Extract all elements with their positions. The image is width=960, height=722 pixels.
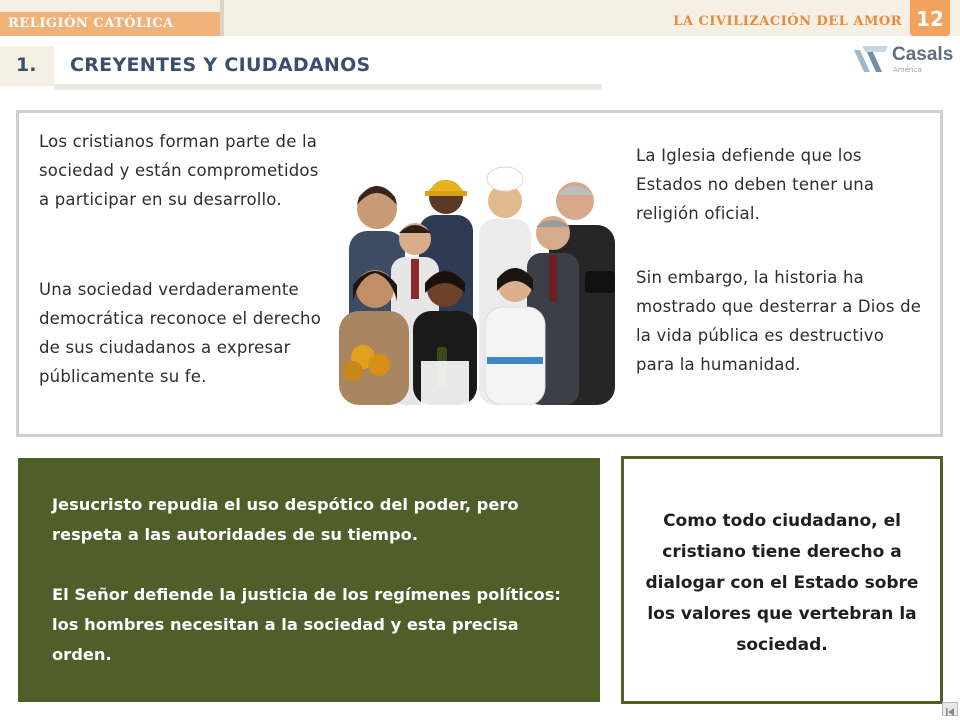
logo-text: Casals (892, 44, 954, 65)
subject-label: RELIGIÓN CATÓLICA (0, 12, 220, 36)
first-page-icon (943, 706, 957, 718)
section-underline (54, 84, 602, 90)
text-church-state: La Iglesia defiende que los Estados no deben tener una religión oficial. (636, 146, 875, 223)
unit-title: LA CIVILIZACIÓN DEL AMOR (673, 14, 902, 29)
header-divider (220, 0, 224, 36)
key-idea-jesus: Jesucristo repudia el uso despótico del poder, pero respeta a las autoridades de su tiempo. (52, 495, 519, 544)
text-democratic-society: Una sociedad verdaderamente democrática reconoce el derecho de sus ciudadanos a expresar públicamente su fe. (39, 280, 322, 386)
section-title: CREYENTES Y CIUDADANOS (70, 54, 371, 76)
logo-mark-icon (852, 44, 890, 74)
citizen-rights-box (621, 456, 943, 704)
citizen-rights-text: Como todo ciudadano, el cristiano tiene derecho a dialogar con el Estado sobre los valores que vertebran la sociedad. (645, 511, 919, 655)
text-history: Sin embargo, la historia ha mostrado que desterrar a Dios de la vida pública es destructivo para la humanidad. (636, 268, 922, 374)
main-panel (16, 110, 943, 437)
key-ideas-box (18, 458, 600, 702)
logo-subtext: América (893, 66, 922, 74)
key-idea-justice: El Señor defiende la justicia de los regímenes políticos: los hombres necesitan a la sociedad y esta precisa orden. (52, 585, 561, 664)
first-page-button[interactable] (942, 702, 958, 716)
text-christians-society: Los cristianos forman parte de la sociedad y están comprometidos a participar en su desarrollo. (39, 132, 319, 209)
group-photo (335, 161, 625, 405)
section-number: 1. (16, 54, 37, 76)
unit-number: 12 (910, 0, 950, 36)
publisher-logo (852, 44, 952, 78)
